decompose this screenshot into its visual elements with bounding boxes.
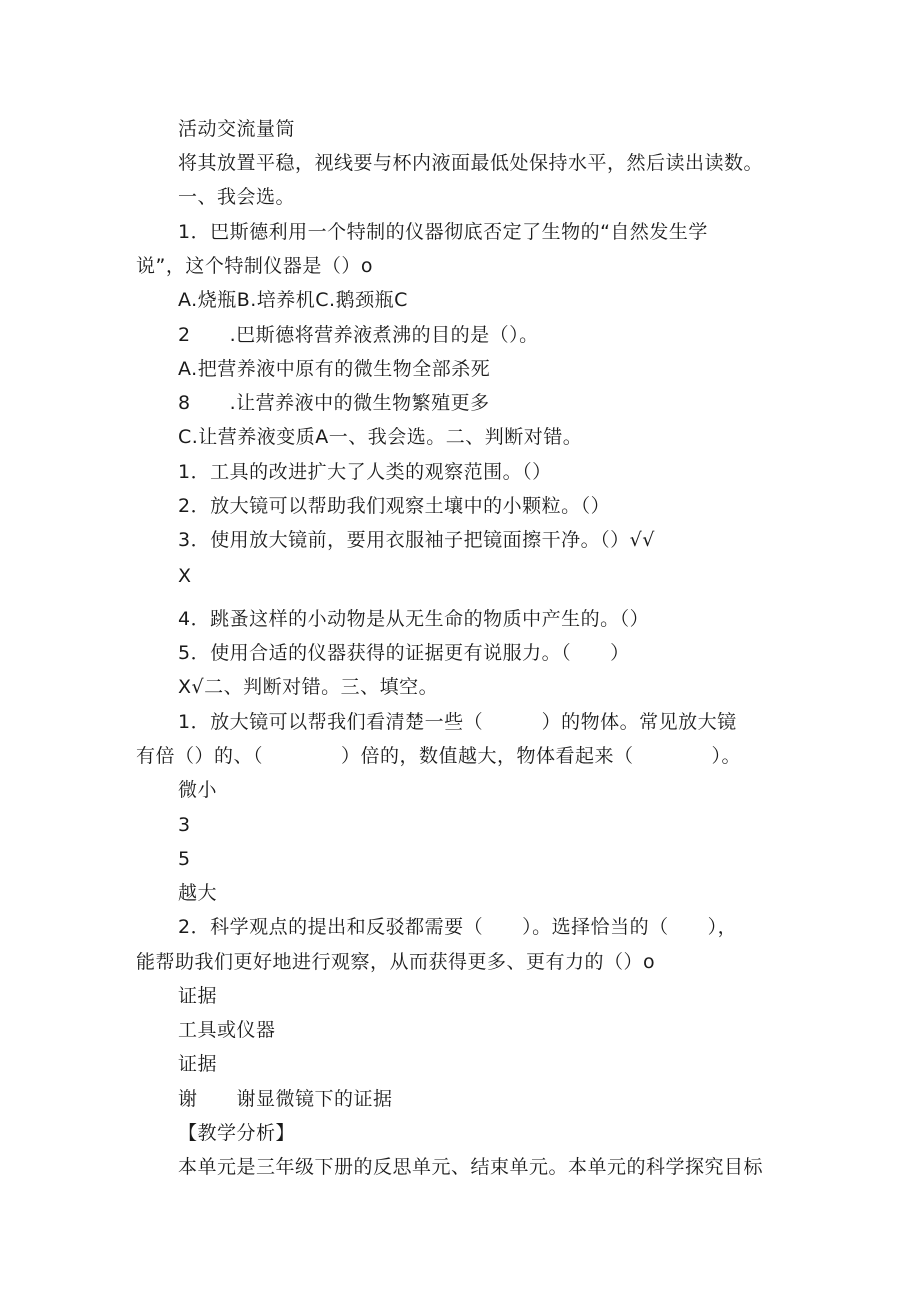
option-line: C.让营养液变质A一、我会选。二、判断对错。: [178, 426, 583, 448]
answer-line: X: [178, 565, 192, 587]
answer-line: 3: [178, 814, 191, 836]
fill-blank-line: 能帮助我们更好地进行观察，从而获得更多、更有力的（）o: [136, 951, 656, 973]
fill-blank-line: 2．科学观点的提出和反驳都需要（ ）。选择恰当的（ ），: [178, 916, 738, 938]
statement-line: 1．工具的改进扩大了人类的观察范围。（）: [178, 461, 552, 483]
fill-blank-line: 1．放大镜可以帮我们看清楚一些（ ）的物体。常见放大镜: [178, 711, 737, 733]
text-line: 谢 谢显微镜下的证据: [178, 1088, 393, 1110]
question-line: 2 .巴斯德将营养液煮沸的目的是（）。: [178, 324, 539, 346]
text-line: 将其放置平稳，视线要与杯内液面最低处保持水平，然后读出读数。: [178, 152, 764, 174]
options-line: A.烧瓶B.培养机C.鹅颈瓶C: [178, 289, 408, 311]
answer-line: 工具或仪器: [178, 1019, 276, 1041]
option-line: 8 .让营养液中的微生物繁殖更多: [178, 392, 490, 414]
text-line: 活动交流量筒: [178, 118, 296, 140]
answer-line: 5: [178, 848, 191, 870]
fill-blank-line: 有倍（）的、（ ）倍的，数值越大，物体看起来（ ）。: [136, 745, 742, 767]
statement-line: 4．跳蚤这样的小动物是从无生命的物质中产生的。（）: [178, 608, 650, 630]
answer-line: 微小: [178, 779, 218, 801]
answer-line: X√二、判断对错。三、填空。: [178, 676, 439, 698]
question-line: 说”，这个特制仪器是（）o: [136, 255, 373, 277]
section-heading: 【教学分析】: [178, 1122, 296, 1144]
statement-line: 3．使用放大镜前，要用衣服袖子把镜面擦干净。（）√√: [178, 529, 655, 551]
answer-line: 证据: [178, 985, 218, 1007]
statement-line: 5．使用合适的仪器获得的证据更有说服力。（ ）: [178, 642, 630, 664]
section-heading: 一、我会选。: [178, 186, 296, 208]
answer-line: 越大: [178, 882, 218, 904]
answer-line: 证据: [178, 1053, 218, 1075]
question-line: 1．巴斯德利用一个特制的仪器彻底否定了生物的“自然发生学: [178, 221, 708, 243]
option-line: A.把营养液中原有的微生物全部杀死: [178, 358, 491, 380]
statement-line: 2．放大镜可以帮助我们观察土壤中的小颗粒。（）: [178, 495, 611, 517]
paragraph-line: 本单元是三年级下册的反思单元、结束单元。本单元的科学探究目标: [178, 1156, 764, 1178]
